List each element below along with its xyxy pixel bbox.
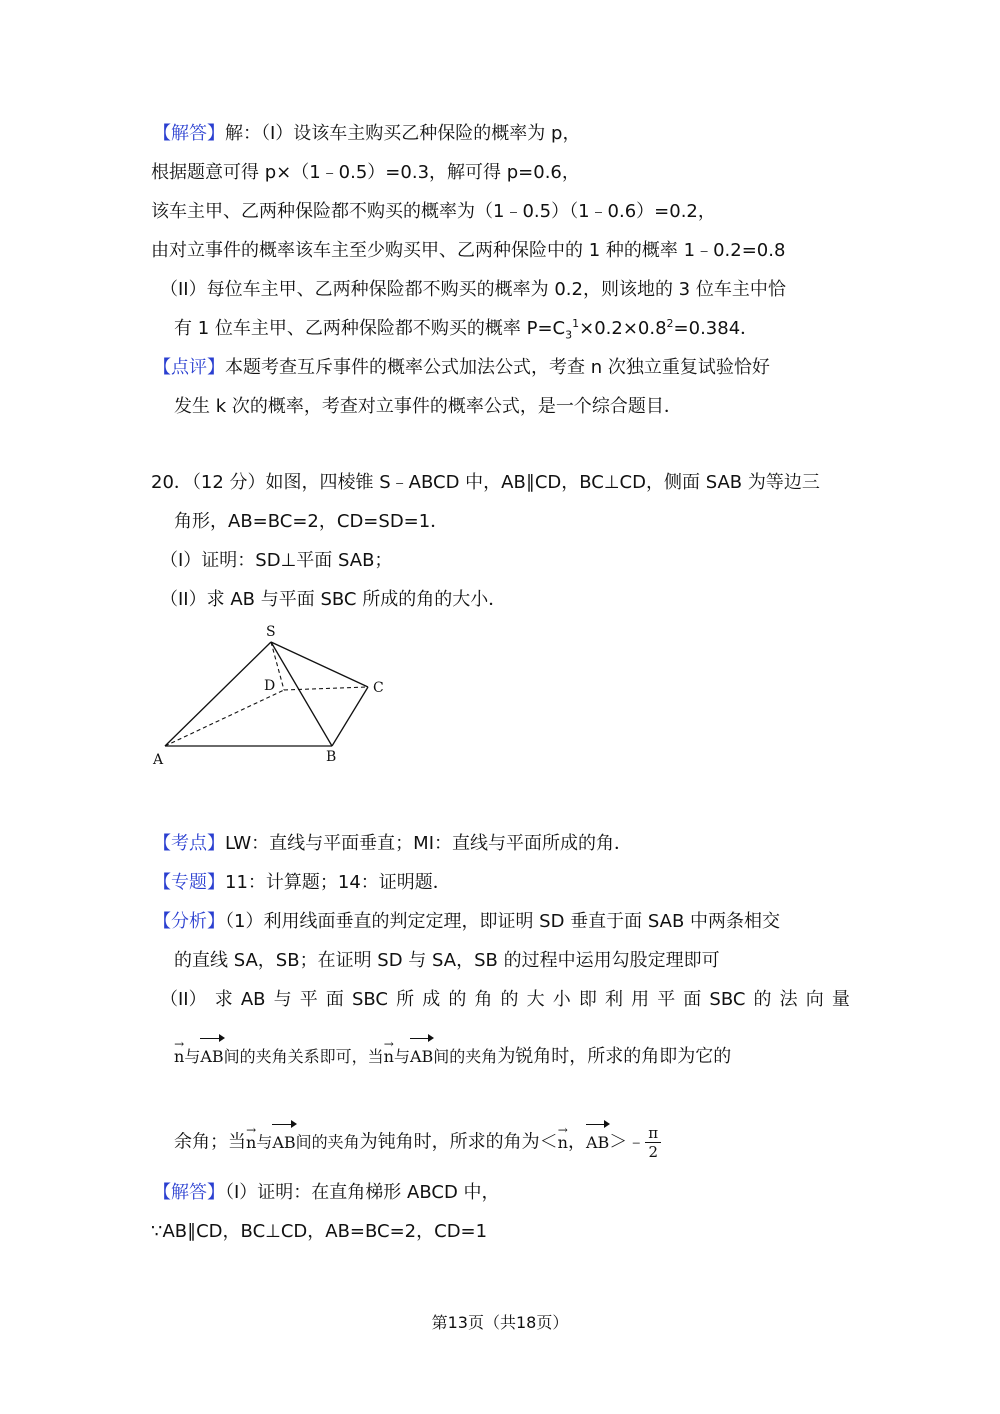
fenxi-text-4c: 与 — [393, 1047, 410, 1066]
zhuanti-tag: 【专题】 — [153, 872, 225, 893]
word: 的 — [448, 989, 467, 1010]
label-D: D — [264, 678, 276, 694]
vector-AB: AB — [586, 1128, 609, 1158]
zhuanti-line — [153, 871, 451, 895]
word: SBC — [709, 989, 746, 1010]
fenxi-text-5c: 间的夹角 — [295, 1132, 360, 1152]
fenxi-line-3 — [160, 988, 850, 1012]
word: 利 — [604, 989, 623, 1010]
word: 的 — [753, 989, 772, 1010]
problem-20-part-1: （I）证明：SD⊥平面 SAB； — [160, 550, 393, 571]
comb-sup: 1 — [572, 317, 580, 330]
vector-AB: AB — [200, 1042, 223, 1072]
review-text: 本题考查互斥事件的概率公式加法公式，考查 n 次独立重复试验恰好 — [225, 357, 770, 378]
word: 用 — [631, 989, 650, 1010]
word: 大 — [526, 989, 545, 1010]
word: 平 — [657, 989, 676, 1010]
answer2-text: （I）证明：在直角梯形 ABCD 中， — [225, 1182, 500, 1203]
fenxi-line-1 — [153, 910, 780, 934]
pyramid-figure — [140, 618, 400, 774]
fenxi-line-4 — [174, 1042, 731, 1072]
vector-n: → n — [558, 1128, 568, 1158]
label-S: S — [266, 624, 276, 640]
prob-text-c: =0.384． — [673, 318, 759, 339]
answer2-line-1 — [153, 1181, 500, 1205]
answer-line-2: 根据题意可得 p×（1﹣0.5）=0.3，解可得 p=0.6， — [151, 162, 580, 183]
word: AB — [240, 989, 266, 1010]
edge-SA — [165, 642, 271, 746]
pi-over-two — [645, 1124, 661, 1161]
answer-tag: 【解答】 — [153, 123, 225, 144]
prob-text-b: ×0.2×0.8 — [579, 318, 667, 339]
word: 平 — [299, 989, 318, 1010]
angle-open: ＜ — [539, 1131, 558, 1153]
fenxi-text-4e: 为锐角时，所求的角即为它的 — [497, 1046, 732, 1067]
edge-SB — [271, 642, 332, 746]
word: 向 — [805, 989, 824, 1010]
edge-BC — [332, 687, 368, 746]
angle-close: ＞﹣ — [609, 1131, 646, 1153]
word: 角 — [474, 989, 493, 1010]
word: 与 — [273, 989, 292, 1010]
kaodian-line — [153, 832, 632, 856]
page-footer: 第13页（共18页） — [431, 1313, 569, 1332]
answer-text: 解：（I）设该车主购买乙种保险的概率为 p， — [225, 123, 581, 144]
word: 面 — [325, 989, 344, 1010]
answer2-tag: 【解答】 — [153, 1182, 225, 1203]
kaodian-text: LW：直线与平面垂直；MI：直线与平面所成的角． — [225, 833, 633, 854]
word: 量 — [831, 989, 850, 1010]
edge-AD — [165, 690, 284, 746]
edge-SC — [271, 642, 368, 687]
answer2-line-2: ∵AB∥CD，BC⊥CD，AB=BC=2，CD=1 — [151, 1221, 488, 1242]
word: 的 — [500, 989, 519, 1010]
label-A: A — [153, 752, 164, 768]
comb-sub: 3 — [565, 328, 573, 342]
fenxi-line-5 — [174, 1124, 661, 1161]
word: 成 — [422, 989, 441, 1010]
answer-line-4: 由对立事件的概率该车主至少购买甲、乙两种保险中的 1 种的概率 1﹣0.2=0.8 — [151, 240, 786, 261]
vector-n: → n — [174, 1042, 184, 1072]
word: 法 — [779, 989, 798, 1010]
vector-AB: AB — [410, 1042, 433, 1072]
fenxi-text-4d: 间的夹角 — [433, 1047, 498, 1066]
comma: ， — [567, 1131, 586, 1153]
word: 求 — [214, 989, 233, 1010]
answer-line-6 — [174, 317, 758, 341]
word: 面 — [683, 989, 702, 1010]
fenxi-text-4a: 与 — [184, 1047, 201, 1066]
vector-n: → n — [246, 1128, 256, 1158]
word: SBC — [351, 989, 388, 1010]
prob-text: 有 1 位车主甲、乙两种保险都不购买的概率 P=C — [174, 318, 566, 339]
frac-denominator: 2 — [648, 1143, 658, 1161]
fenxi-text-5a: 余角；当 — [174, 1131, 246, 1153]
word: 即 — [578, 989, 597, 1010]
word: 所 — [396, 989, 415, 1010]
word: 小 — [552, 989, 571, 1010]
problem-20-part-2: （II）求 AB 与平面 SBC 所成的角的大小． — [160, 589, 507, 610]
kaodian-tag: 【考点】 — [153, 833, 225, 854]
fenxi-text: （1）利用线面垂直的判定定理，即证明 SD 垂直于面 SAB 中两条相交 — [225, 911, 781, 932]
word: （II） — [160, 989, 207, 1010]
answer-line-3: 该车主甲、乙两种保险都不购买的概率为（1﹣0.5）（1﹣0.6）=0.2， — [151, 201, 716, 222]
answer-line-1 — [153, 122, 580, 146]
fenxi-text-4b: 间的夹角关系即可，当 — [223, 1047, 384, 1066]
review-tag: 【点评】 — [153, 357, 225, 378]
vector-AB: AB — [272, 1128, 295, 1158]
fenxi-text-5d: 为钝角时，所求的角为 — [359, 1131, 540, 1153]
review-line-1 — [153, 356, 770, 380]
power-sup: 2 — [666, 317, 674, 330]
review-line-2: 发生 k 次的概率，考查对立事件的概率公式，是一个综合题目． — [174, 396, 682, 417]
fenxi-text-5b: 与 — [256, 1132, 273, 1152]
label-C: C — [373, 680, 384, 696]
answer-line-5: （II）每位车主甲、乙两种保险都不购买的概率为 0.2，则该地的 3 位车主中恰 — [160, 279, 786, 300]
frac-numerator: π — [645, 1124, 661, 1143]
fenxi-tag: 【分析】 — [153, 911, 225, 932]
problem-20-line-1: 20．（12 分）如图，四棱锥 S﹣ABCD 中，AB∥CD，BC⊥CD，侧面 SAB 为等边三 — [151, 472, 820, 493]
edge-DC — [284, 687, 368, 690]
vector-n: → n — [384, 1042, 394, 1072]
fenxi-line-2: 的直线 SA，SB；在证明 SD 与 SA，SB 的过程中运用勾股定理即可 — [174, 950, 720, 971]
problem-20-line-2: 角形，AB=BC=2，CD=SD=1． — [174, 511, 449, 532]
label-B: B — [326, 749, 337, 765]
zhuanti-text: 11：计算题；14：证明题． — [225, 872, 451, 893]
